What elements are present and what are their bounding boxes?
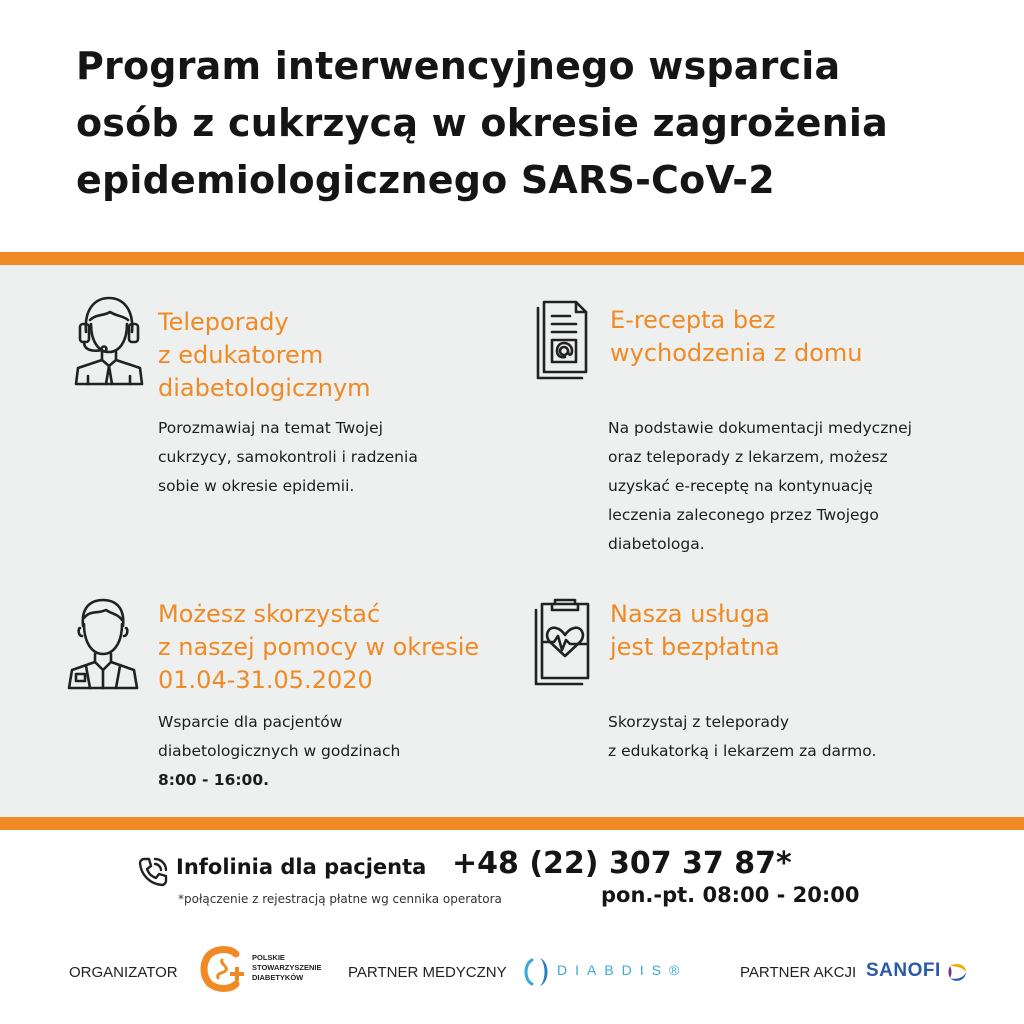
title-line-2: osób z cukrzycą w okresie zagrożenia (76, 101, 888, 145)
section-heading-bezplatna: Nasza usługa jest bezpłatna (610, 600, 780, 661)
clipboard-heart-icon (530, 598, 592, 688)
diabdis-logo-text: DIABDIS® (557, 962, 688, 978)
headset-person-icon (74, 294, 144, 386)
psd-logo-text: POLSKIE STOWARZYSZENIE DIABETYKÓW (252, 953, 322, 982)
psd-logo-icon (198, 946, 248, 992)
section-body-bezplatna: Skorzystaj z teleporady z edukatorką i lekarzem za darmo. (608, 713, 877, 760)
title-line-3: epidemiologicznego SARS-CoV-2 (76, 158, 775, 202)
action-partner-label: PARTNER AKCJI (740, 964, 857, 981)
medical-partner-label: PARTNER MEDYCZNY (348, 964, 507, 981)
hotline-number[interactable]: +48 (22) 307 37 87* (452, 846, 792, 881)
phone-icon (137, 856, 169, 892)
page-title (76, 38, 976, 209)
hotline-hours: pon.-pt. 08:00 - 20:00 (601, 883, 860, 907)
hotline-label: Infolinia dla pacjenta (176, 855, 427, 879)
section-body-pomoc: Wsparcie dla pacjentów diabetologicznych w godzinach 8:00 - 16:00. (158, 713, 401, 789)
sanofi-logo-icon (946, 960, 970, 984)
doctor-icon (66, 596, 140, 690)
diabdis-logo-icon (522, 956, 552, 988)
sanofi-logo-text: SANOFI (866, 960, 941, 981)
title-line-1: Program interwencyjnego wsparcia (76, 44, 841, 88)
section-heading-teleporady: Teleporady z edukatorem diabetologicznym (158, 308, 371, 402)
section-heading-erecepta: E-recepta bez wychodzenia z domu (610, 306, 863, 367)
document-email-icon (530, 300, 590, 382)
section-body-erecepta: Na podstawie dokumentacji medycznej oraz teleporady z lekarzem, możesz uzyskać e-receptę na kontynuację leczenia zaleconego przez Twojego diabetologa. (608, 419, 912, 553)
section-heading-pomoc: Możesz skorzystać z naszej pomocy w okresie 01.04-31.05.2020 (158, 600, 480, 694)
hotline-note: *połączenie z rejestracją płatne wg cennika operatora (178, 892, 502, 906)
organizer-label: ORGANIZATOR (69, 964, 178, 981)
section-body-teleporady: Porozmawiaj na temat Twojej cukrzycy, samokontroli i radzenia sobie w okresie epidemii. (158, 419, 418, 495)
